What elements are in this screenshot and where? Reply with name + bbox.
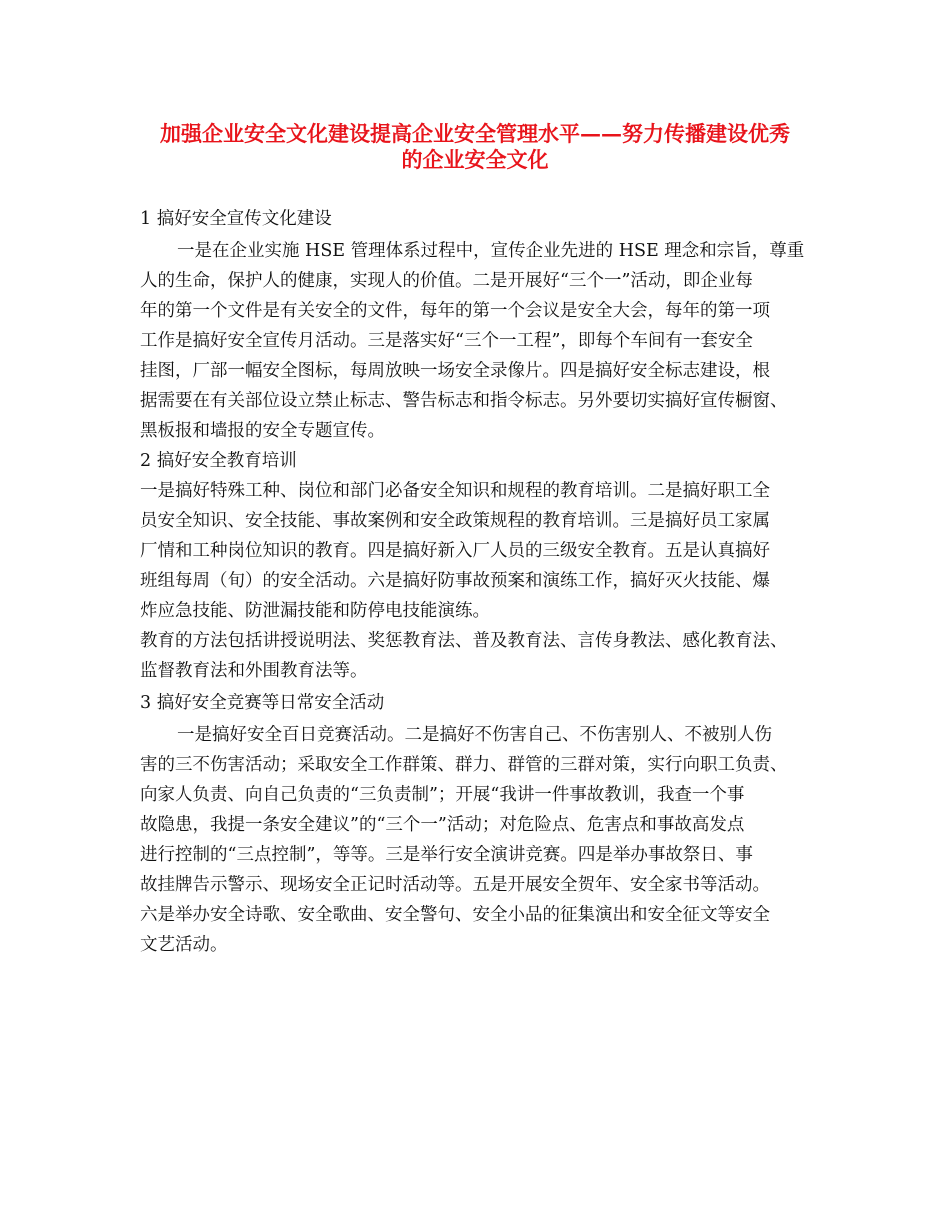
paragraph-line: 教育的方法包括讲授说明法、奖惩教育法、普及教育法、言传身教法、感化教育法、	[140, 631, 788, 651]
document-title-line-2: 的企业安全文化	[401, 147, 549, 172]
section-heading: 2 搞好安全教育培训	[140, 451, 297, 471]
section-heading: 1 搞好安全宣传文化建设	[140, 209, 332, 229]
section-heading: 3 搞好安全竞赛等日常安全活动	[140, 693, 385, 713]
paragraph-line: 文艺活动。	[140, 935, 228, 955]
paragraph-line: 炸应急技能、防泄漏技能和防停电技能演练。	[140, 601, 490, 621]
paragraph-line: 进行控制的“三点控制”，等等。三是举行安全演讲竞赛。四是举办事故祭日、事	[140, 845, 753, 865]
paragraph-line: 班组每周（旬）的安全活动。六是搞好防事故预案和演练工作，搞好灭火技能、爆	[140, 571, 770, 591]
paragraph-line: 员安全知识、安全技能、事故案例和安全政策规程的教育培训。三是搞好员工家属	[140, 511, 770, 531]
document-title-line-1: 加强企业安全文化建设提高企业安全管理水平——努力传播建设优秀	[160, 121, 790, 146]
paragraph-line: 人的生命，保护人的健康，实现人的价值。二是开展好“三个一”活动，即企业每	[140, 271, 753, 291]
paragraph-line: 一是搞好特殊工种、岗位和部门必备安全知识和规程的教育培训。二是搞好职工全	[140, 481, 770, 501]
paragraph-line: 故隐患，我提一条安全建议”的“三个一”活动；对危险点、危害点和事故高发点	[140, 815, 745, 835]
paragraph-line: 厂情和工种岗位知识的教育。四是搞好新入厂人员的三级安全教育。五是认真搞好	[140, 541, 770, 561]
paragraph-line: 一是搞好安全百日竞赛活动。二是搞好不伤害自己、不伤害别人、不被别人伤	[177, 725, 772, 745]
document-body	[140, 202, 820, 960]
paragraph-line: 黑板报和墙报的安全专题宣传。	[140, 421, 385, 441]
paragraph-line: 挂图，厂部一幅安全图标，每周放映一场安全录像片。四是搞好安全标志建设，根	[140, 361, 770, 381]
paragraph-line: 六是举办安全诗歌、安全歌曲、安全警句、安全小品的征集演出和安全征文等安全	[140, 905, 770, 925]
paragraph-line: 向家人负责、向自己负责的“三负责制”；开展“我讲一件事故教训，我查一个事	[140, 785, 745, 805]
paragraph-line: 据需要在有关部位设立禁止标志、警告标志和指令标志。另外要切实搞好宣传橱窗、	[140, 391, 788, 411]
paragraph-line: 年的第一个文件是有关安全的文件，每年的第一个会议是安全大会，每年的第一项	[140, 301, 770, 321]
paragraph-line: 故挂牌告示警示、现场安全正记时活动等。五是开展安全贺年、安全家书等活动。	[140, 875, 770, 895]
paragraph-line: 监督教育法和外围教育法等。	[140, 661, 368, 681]
paragraph-line: 工作是搞好安全宣传月活动。三是落实好“三个一工程”，即每个车间有一套安全	[140, 331, 753, 351]
paragraph-line: 一是在企业实施 HSE 管理体系过程中，宣传企业先进的 HSE 理念和宗旨，尊重	[177, 241, 805, 261]
paragraph-line: 害的三不伤害活动；采取安全工作群策、群力、群管的三群对策，实行向职工负责、	[140, 755, 788, 775]
